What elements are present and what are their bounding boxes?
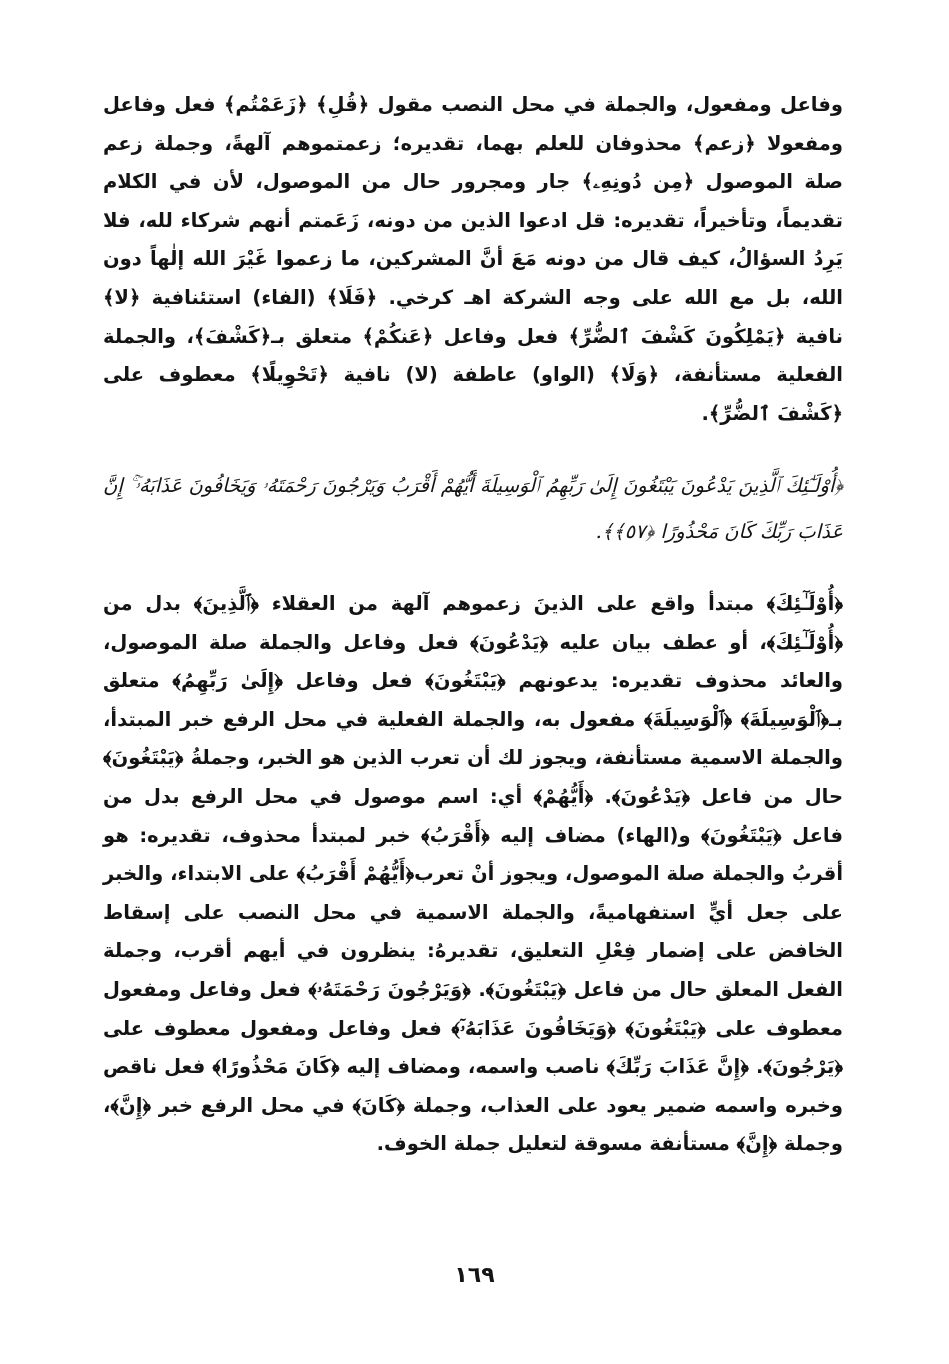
paragraph-grammar-analysis-1: وفاعل ومفعول، والجملة في محل النصب مقول ﴿قُلِ﴾ ﴿زَعَمْتُم﴾ فعل وفاعل ومفعولا ﴿زعم﴾ محذوفان للعلم بهما، تقديره؛ زعمتموهم آلهةً، وجملة زعم صلة الموصول ﴿مِن دُونِهِۦ﴾ جار ومجرور حال من الموصول، لأن في الكلام تقديماً، وتأخيراً، تقديره: قل ادعوا الذين من دونه، زَعَمتم أنهم شركاء لله، فلا يَرِدُ السؤالُ، كيف قال من دونه مَعَ أنَّ المشركين، ما زعموا غَيْرَ الله إلٰهاً دون الله، بل مع الله على وجه الشركة اهـ كرخي. ﴿فَلَا﴾ (الفاء) استئنافية ﴿لا﴾ نافية ﴿يَمْلِكُونَ كَشْفَ ٱلضُّرِّ﴾ فعل وفاعل ﴿عَنكُمْ﴾ متعلق بـ﴿كَشْفَ﴾، والجملة الفعلية مستأنفة، ﴿وَلَا﴾ (الواو) عاطفة (لا) نافية ﴿تَحْوِيلًا﴾ معطوف على ﴿كَشْفَ ٱلضُّرِّ﴾.: [103, 93, 843, 425]
quran-verse: ﴿أُوْلَـٰٓئِكَ ٱلَّذِينَ يَدْعُونَ يَبْتَغُونَ إِلَىٰ رَبِّهِمُ ٱلْوَسِيلَةَ أَيُّهُمْ أَقْرَبُ وَيَرْجُونَ رَحْمَتَهُۥ وَيَخَافُونَ عَذَابَهُۥٓ ۚ إِنَّ عَذَابَ رَبِّكَ كَانَ مَحْذُورًا ﴿٥٧﴾﴾.: [103, 474, 843, 543]
paragraph-grammar-analysis-2: ﴿أُوْلَـٰٓئِكَ﴾ مبتدأ واقع على الذينَ زعموهم آلهة من العقلاء ﴿ٱلَّذِينَ﴾ بدل من ﴿أُوْلَـٰٓئِكَ﴾، أو عطف بيان عليه ﴿يَدْعُونَ﴾ فعل وفاعل والجملة صلة الموصول، والعائد محذوف تقديره: يدعونهم ﴿يَبْتَغُونَ﴾ فعل وفاعل ﴿إِلَىٰ رَبِّهِمُ﴾ متعلق بـ﴿ٱلْوَسِيلَةَ﴾ ﴿ٱلْوَسِيلَةَ﴾ مفعول به، والجملة الفعلية في محل الرفع خبر المبتدأ، والجملة الاسمية مستأنفة، ويجوز لك أن تعرب الذين هو الخبر، وجملةُ ﴿يَبْتَغُونَ﴾ حال من فاعل ﴿يَدْعُونَ﴾. ﴿أَيُّهُمْ﴾ أي: اسم موصول في محل الرفع بدل من فاعل ﴿يَبْتَغُونَ﴾ و(الهاء) مضاف إليه ﴿أَقْرَبُ﴾ خبر لمبتدأ محذوف، تقديره: هو أقربُ والجملة صلة الموصول، ويجوز أنْ تعرب﴿أَيُّهُمْ أَقْرَبُ﴾ على الابتداء، والخبر على جعل أيٍّ استفهاميةً، والجملة الاسمية في محل النصب على إسقاط الخافض على إضمار فِعْلِ التعليق، تقديرهُ: ينظرون في أيهم أقرب، وجملة الفعل المعلق حال من فاعل ﴿يَبْتَغُونَ﴾. ﴿وَيَرْجُونَ رَحْمَتَهُۥ﴾ فعل وفاعل ومفعول معطوف على ﴿يَبْتَغُونَ﴾ ﴿وَيَخَافُونَ عَذَابَهُۥٓ﴾ فعل وفاعل ومفعول معطوف على ﴿يَرْجُونَ﴾. ﴿إِنَّ عَذَابَ رَبِّكَ﴾ ناصب واسمه، ومضاف إليه ﴿كَانَ مَحْذُورًا﴾ فعل ناقص وخبره واسمه ضمير يعود على العذاب، وجملة ﴿كَانَ﴾ في محل الرفع خبر ﴿إِنَّ﴾، وجملة ﴿إِنَّ﴾ مستأنفة مسوقة لتعليل جملة الخوف.: [103, 592, 843, 1156]
page-number: ١٦٩: [454, 1263, 495, 1288]
